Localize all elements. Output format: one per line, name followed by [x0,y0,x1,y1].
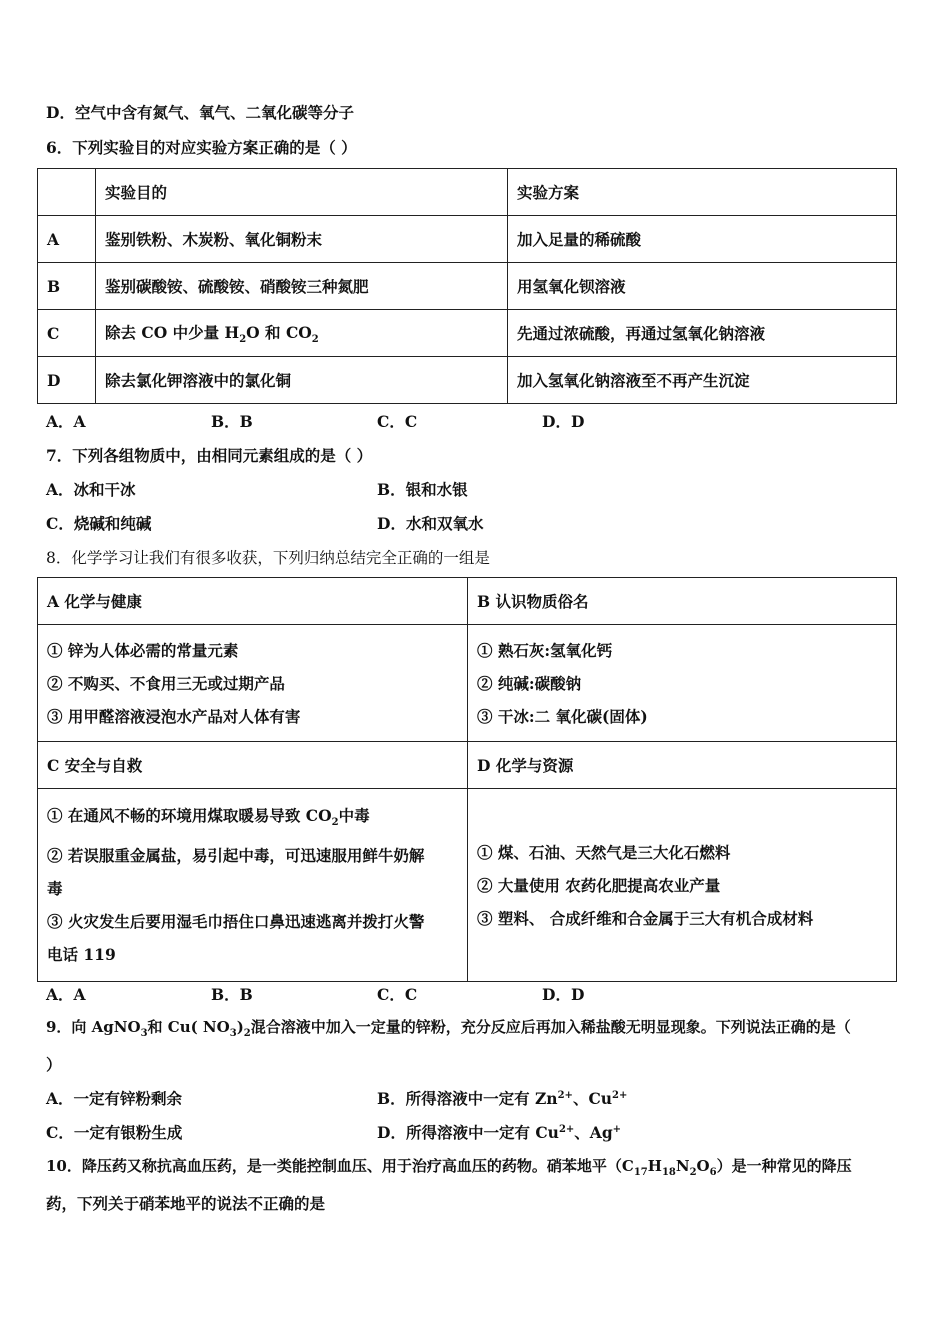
q8-table [37,577,897,982]
table-cell [38,169,96,216]
q8-option-c: C．C [377,985,418,1004]
row-goal: 鉴别铁粉、木炭粉、氧化铜粉末 [96,216,508,263]
q8-option-b: B．B [211,985,253,1004]
row-label: A [38,216,96,263]
q8-b-content: ① 熟石灰:氢氧化钙 ② 纯碱:碳酸钠 ③ 干冰:二 氧化碳(固体) [468,625,897,742]
q6-stem: 6．下列实验目的对应实验方案正确的是（ ） [46,138,357,157]
q9-option-b: B．所得溶液中一定有 $Zn^{2+}$、$Cu^{2+}$ [377,1089,628,1108]
q8-a-content: ① 锌为人体必需的常量元素 ② 不购买、不食用三无或过期产品 ③ 用甲醛溶液浸泡水产品对人体有害 [38,625,468,742]
q9-stem: 9．向 AgNO$_3$和 Cu( $NO_3)_2$混合溶液中加入一定量的锌粉，充分反应后再加入稀盐酸无明显现象。下列说法正确的是（ [46,1018,851,1039]
table-row [38,625,897,742]
q7-option-c: C．烧碱和纯碱 [46,514,152,533]
q10-stem-line2: 药，下列关于硝苯地平的说法不正确的是 [46,1194,326,1213]
q8-stem: 8．化学学习让我们有很多收获，下列归纳总结完全正确的一组是 [46,549,490,567]
row-goal: 除去 CO 中少量 $H_2O$ 和 $CO_2$ [96,310,508,357]
q6-option-d: D．D [542,412,585,431]
table-header-goal: 实验目的 [96,169,508,216]
q7-stem: 7．下列各组物质中，由相同元素组成的是（ ） [46,446,373,465]
row-plan: 用氢氧化钡溶液 [508,263,897,310]
row-plan: 加入氢氧化钠溶液至不再产生沉淀 [508,357,897,404]
table-row [38,742,897,789]
q8-d-content: ① 煤、石油、天然气是三大化石燃料 ② 大量使用 农药化肥提高农业产量 ③ 塑料、 合成纤维和合金属于三大有机合成材料 [468,789,897,982]
q8-b-title: B 认识物质俗名 [468,578,897,625]
table-row [38,578,897,625]
q8-c-title: C 安全与自救 [38,742,468,789]
q8-option-d: D．D [542,985,585,1004]
q6-option-b: B．B [211,412,253,431]
row-label: C [38,310,96,357]
table-header-plan: 实验方案 [508,169,897,216]
q8-option-a: A．A [46,985,86,1004]
q6-table [37,168,897,404]
table-row [38,216,897,263]
q6-option-a: A．A [46,412,86,431]
q7-option-a: A．冰和干冰 [46,480,136,499]
q9-option-a: A．一定有锌粉剩余 [46,1089,183,1108]
row-label: D [38,357,96,404]
q8-a-title: A 化学与健康 [38,578,468,625]
q7-option-d: D．水和双氧水 [377,514,484,533]
row-plan: 先通过浓硫酸，再通过氢氧化钠溶液 [508,310,897,357]
row-goal: 鉴别碳酸铵、硫酸铵、硝酸铵三种氮肥 [96,263,508,310]
table-row [38,263,897,310]
q9-option-d: D．所得溶液中一定有 $Cu^{2+}$、Ag+ [377,1123,622,1142]
q8-d-title: D 化学与资源 [468,742,897,789]
q8-c-content: ① 在通风不畅的环境用煤取暖易导致 $CO_2$中毒 ② 若误服重金属盐，易引起中毒，可迅速服用鲜牛奶解 毒 ③ 火灾发生后要用湿毛巾捂住口鼻迅速逃离并拨打火警 电话 119 [38,789,468,982]
row-label: B [38,263,96,310]
q10-stem: 10．降压药又称抗高血压药，是一类能控制血压、用于治疗高血压的药物。硝苯地平$(C_{17}H_{18}N_2O_6)$是一种常见的降压 [46,1157,852,1178]
q9-stem-end: ） [46,1055,62,1074]
q7-option-b: B．银和水银 [377,480,468,499]
q5-option-d: D．空气中含有氮气、氧气、二氧化碳等分子 [46,103,354,122]
q9-option-c: C．一定有银粉生成 [46,1123,183,1142]
row-plan: 加入足量的稀硫酸 [508,216,897,263]
table-row [38,310,897,357]
row-goal: 除去氯化钾溶液中的氯化铜 [96,357,508,404]
q6-option-c: C．C [377,412,418,431]
table-row [38,169,897,216]
table-row [38,789,897,982]
table-row [38,357,897,404]
